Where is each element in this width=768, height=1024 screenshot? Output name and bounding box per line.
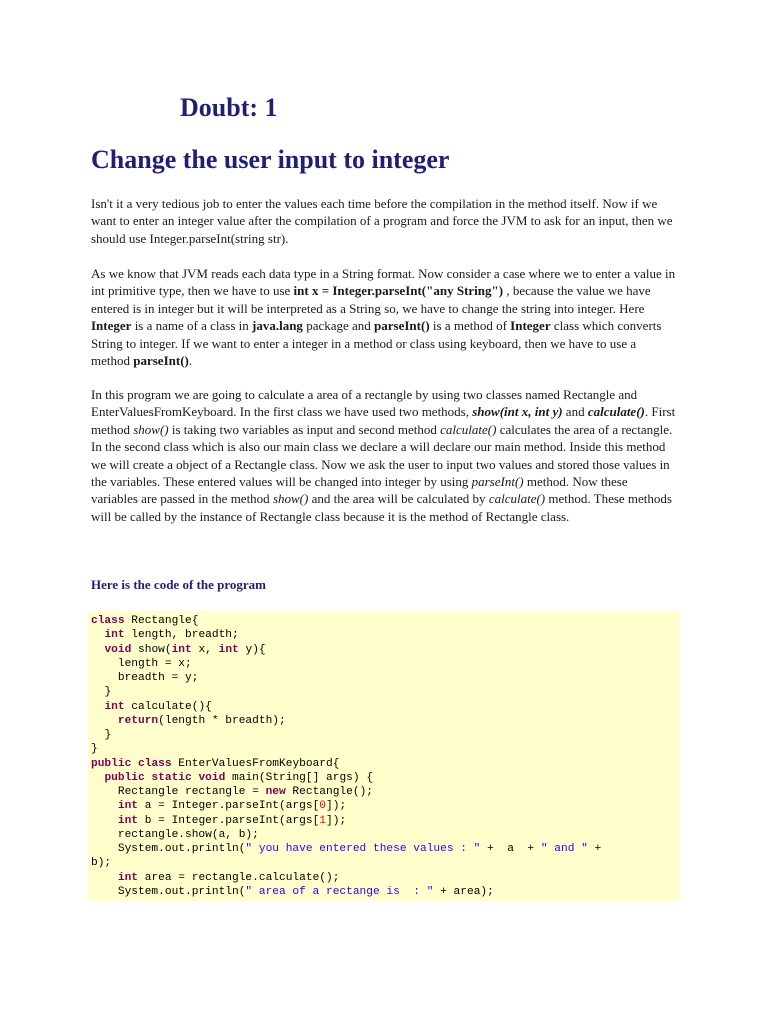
- paragraph-text: As we know that JVM reads each data type in a String format. Now consider a case where we to enter a value in int primitive type, then we have to use: [91, 266, 676, 299]
- bold-italic-term: show(int x, int y): [472, 404, 563, 420]
- code-text: y){: [238, 643, 266, 656]
- paragraph-text: is taking two variables as input and second method: [168, 421, 441, 437]
- italic-term: show(): [133, 421, 169, 437]
- code-text: length = x;: [117, 657, 192, 670]
- code-number: 0: [319, 800, 327, 813]
- code-text: length, breadth;: [124, 629, 239, 642]
- code-keyword: public: [91, 757, 132, 770]
- paragraph-text: package and: [302, 318, 375, 334]
- code-keyword: void: [198, 771, 226, 784]
- code-text: + area);: [433, 885, 494, 898]
- code-text: + a +: [480, 843, 541, 855]
- paragraph-text: Isn't it a very tedious job to enter the values each time before the compilation in the method itself. Now if we want to enter an integer value after the compilation of a program and force the JVM to ask for an input, then we should use Integer.parseInt(string str).: [91, 196, 673, 246]
- code-text: rectangle.show(a, b);: [117, 828, 259, 841]
- code-text: show(: [131, 643, 172, 656]
- bold-term: parseInt(): [133, 353, 189, 369]
- paragraph-text: is a name of a class in: [131, 318, 253, 334]
- bold-term: java.lang: [252, 318, 303, 334]
- code-text: b = Integer.parseInt(args[: [138, 814, 320, 827]
- code-text: Rectangle();: [285, 786, 373, 798]
- code-text: System.out.println(: [117, 843, 246, 855]
- code-keyword: class: [138, 757, 172, 770]
- code-text: calculate(){: [124, 700, 212, 713]
- code-listing: [91, 614, 677, 899]
- code-text: area = rectangle.calculate();: [138, 871, 340, 884]
- code-keyword: new: [265, 786, 286, 798]
- italic-term: parseInt(): [471, 474, 524, 490]
- italic-term: show(): [272, 491, 309, 507]
- paragraph-text: and the area will be calculated by: [308, 491, 489, 507]
- code-text: b);: [91, 857, 112, 870]
- code-keyword: int: [171, 643, 192, 656]
- code-text: }: [104, 729, 112, 741]
- code-keyword: static: [151, 771, 192, 784]
- intro-paragraph: [91, 195, 677, 247]
- doubt-heading: Doubt: 1: [180, 93, 278, 122]
- code-section-heading: Here is the code of the program: [91, 577, 266, 592]
- code-text: ]);: [326, 800, 347, 813]
- code-text: Rectangle rectangle =: [117, 786, 266, 798]
- code-keyword: void: [104, 643, 132, 656]
- italic-term: calculate(): [488, 491, 546, 507]
- bold-code-text: int x = Integer.parseInt("any String"): [293, 283, 504, 299]
- code-text: }: [104, 686, 112, 699]
- code-text: a = Integer.parseInt(args[: [138, 800, 320, 813]
- code-keyword: class: [91, 615, 125, 627]
- paragraph-text: class which converts String to integer. If we want to enter a integer in a method or class using keyboard, then we have to use a method: [91, 318, 662, 369]
- code-text: main(String[] args) {: [225, 771, 374, 784]
- code-text: System.out.println(: [117, 885, 246, 898]
- paragraph-text: method. Now these variables are passed in the method: [91, 474, 628, 507]
- code-text: }: [91, 743, 98, 756]
- code-string: " and ": [540, 843, 588, 855]
- code-text: Rectangle{: [124, 615, 199, 627]
- code-keyword: int: [117, 800, 139, 813]
- bold-italic-term: calculate(): [587, 404, 645, 420]
- code-string: " you have entered these values : ": [245, 843, 481, 855]
- italic-term: calculate(): [440, 421, 497, 437]
- code-number: 1: [319, 814, 327, 827]
- code-keyword: int: [117, 871, 139, 884]
- code-text: (length * breadth);: [158, 714, 286, 727]
- paragraph-text: .: [188, 353, 193, 369]
- paragraph-text: and: [562, 404, 588, 420]
- page-title: Change the user input to integer: [91, 145, 450, 174]
- parseint-paragraph: [91, 265, 677, 369]
- code-string: " area of a rectange is : ": [245, 885, 434, 898]
- paragraph-text: calculates the area of a rectangle. In the second class which is also our main class we declare a will declare our main method. Inside this method we will create a object of a Rectangle class. Now we ask the user to input two values and stored those values in the variables. These entered values will be changed into integer by using: [91, 421, 673, 490]
- bold-term: Integer: [91, 318, 132, 334]
- code-text: x,: [191, 643, 219, 656]
- bold-term: Integer: [510, 318, 551, 334]
- program-description-paragraph: [91, 386, 677, 525]
- code-keyword: int: [117, 814, 139, 827]
- paragraph-text: In this program we are going to calculate a area of a rectangle by using two classes named Rectangle and EnterValuesFromKeyboard. In the first class we have used two methods,: [91, 387, 638, 420]
- paragraph-text: . First method: [91, 404, 676, 437]
- paragraph-text: is a method of: [429, 318, 511, 334]
- code-keyword: public: [104, 771, 145, 784]
- code-text: ]);: [326, 814, 347, 827]
- code-keyword: int: [104, 629, 125, 642]
- paragraph-text: , because the value we have entered is in integer but it will be interpreted as a String so, we have to change the string into integer. Here: [91, 283, 651, 316]
- bold-term: parseInt(): [374, 318, 430, 334]
- code-text: +: [587, 843, 602, 855]
- code-keyword: return: [117, 714, 159, 727]
- code-block: [88, 611, 680, 901]
- code-text: EnterValuesFromKeyboard{: [171, 757, 340, 770]
- code-keyword: int: [218, 643, 239, 656]
- code-text: breadth = y;: [117, 672, 199, 684]
- code-keyword: int: [104, 700, 125, 713]
- paragraph-text: method. These methods will be called by the instance of Rectangle class because it is the method of Rectangle class.: [91, 491, 672, 524]
